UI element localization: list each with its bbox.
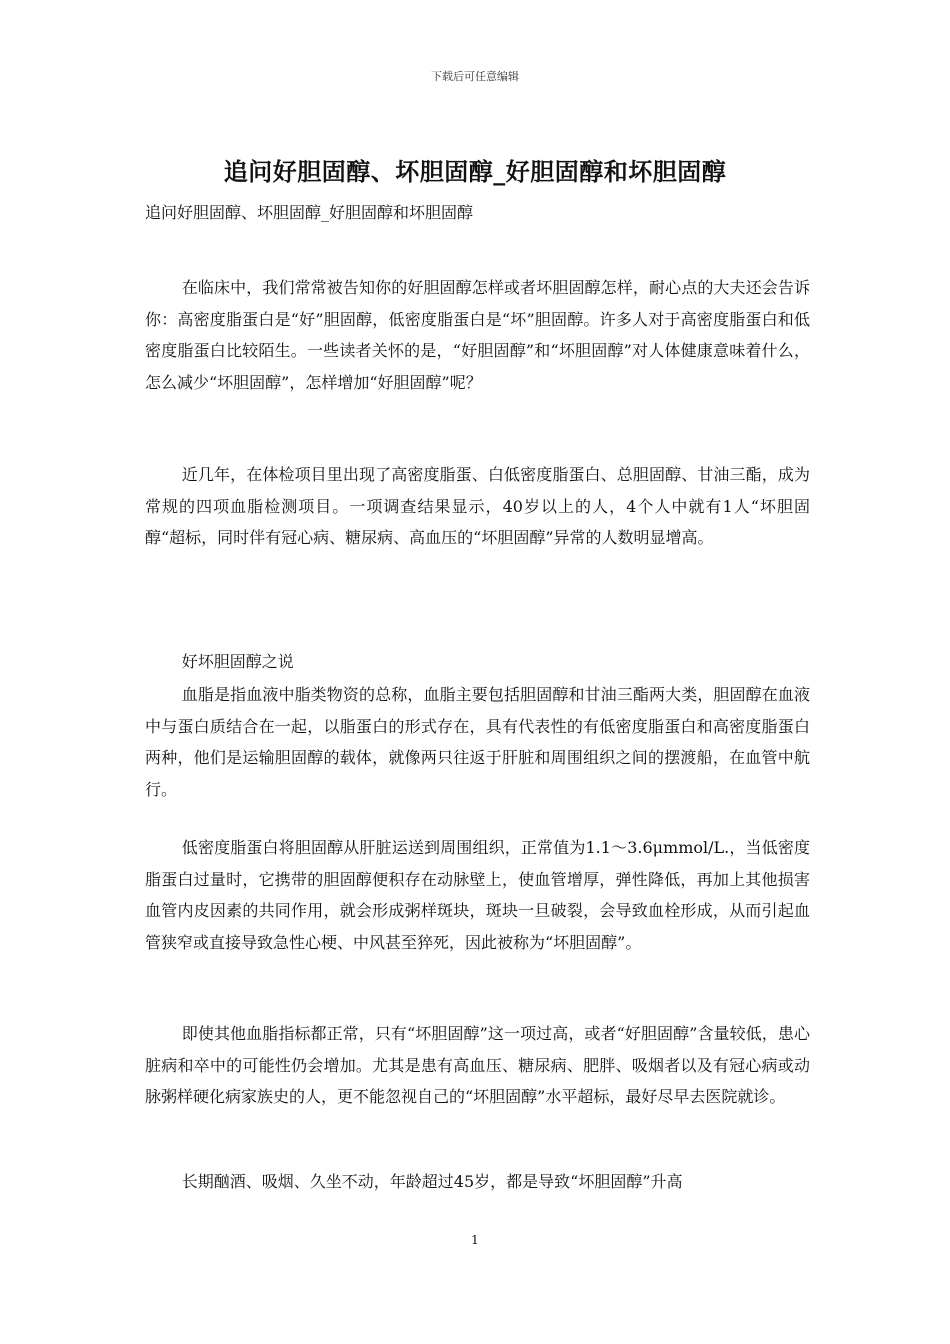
paragraph-ldl bbox=[145, 832, 810, 958]
page-number: 1 bbox=[471, 1233, 479, 1247]
paragraph-risk bbox=[145, 1018, 810, 1113]
paragraph-text: 血脂是指血液中脂类物资的总称，血脂主要包括胆固醇和甘油三酯两大类，胆固醇在血液中与蛋白质结合在一起，以脂蛋白的形式存在，具有代表性的有低密度脂蛋白和高密度脂蛋白两种，他们是运输胆固醇的载体，就像两只往返于肝脏和周围组织之间的摆渡船，在血管中航行。 bbox=[145, 685, 810, 799]
paragraph-causes bbox=[145, 1166, 810, 1198]
paragraph-text: 近几年，在体检项目里出现了高密度脂蛋、白低密度脂蛋白、总胆固醇、甘油三酯，成为常规的四项血脂检测项目。一项调查结果显示，40岁以上的人，4个人中就有1人“坏胆固醇“超标，同时伴有冠心病、糖尿病、高血压的“坏胆固醇”异常的人数明显增高。 bbox=[145, 465, 810, 547]
document-subtitle: 追问好胆固醇、坏胆固醇_好胆固醇和坏胆固醇 bbox=[145, 203, 474, 222]
header-note: 下载后可任意编辑 bbox=[431, 70, 519, 83]
paragraph-text: 在临床中，我们常常被告知你的好胆固醇怎样或者坏胆固醇怎样，耐心点的大夫还会告诉你：高密度脂蛋白是“好”胆固醇，低密度脂蛋白是“坏”胆固醇。许多人对于高密度脂蛋白和低密度脂蛋白比较陌生。一些读者关怀的是，“好胆固醇”和“坏胆固醇”对人体健康意味着什么，怎么减少“坏胆固醇”，怎样增加“好胆固醇”呢？ bbox=[145, 278, 810, 392]
paragraph-text: 长期酗酒、吸烟、久坐不动，年龄超过45岁，都是导致“坏胆固醇”升高 bbox=[181, 1172, 683, 1191]
document-title: 追问好胆固醇、坏胆固醇_好胆固醇和坏胆固醇 bbox=[223, 157, 727, 186]
section-heading-text: 好坏胆固醇之说 bbox=[181, 652, 294, 671]
section-heading bbox=[145, 646, 810, 678]
paragraph-text: 低密度脂蛋白将胆固醇从肝脏运送到周围组织，正常值为1.1～3.6μmmol/L.，当低密度脂蛋白过量时，它携带的胆固醇便积存在动脉壁上，使血管增厚，弹性降低，再加上其他损害血管内皮因素的共同作用，就会形成粥样斑块，斑块一旦破裂，会导致血栓形成，从而引起血管狭窄或直接导致急性心梗、中风甚至猝死，因此被称为“坏胆固醇”。 bbox=[145, 838, 810, 952]
paragraph-checkup bbox=[145, 459, 810, 554]
paragraph-text: 即使其他血脂指标都正常，只有“坏胆固醇”这一项过高，或者“好胆固醇”含量较低，患心脏病和卒中的可能性仍会增加。尤其是患有高血压、糖尿病、肥胖、吸烟者以及有冠心病或动脉粥样硬化病家族史的人，更不能忽视自己的“坏胆固醇”水平超标，最好尽早去医院就诊。 bbox=[145, 1024, 810, 1106]
paragraph-blood-lipid bbox=[145, 679, 810, 805]
paragraph-intro bbox=[145, 272, 810, 398]
